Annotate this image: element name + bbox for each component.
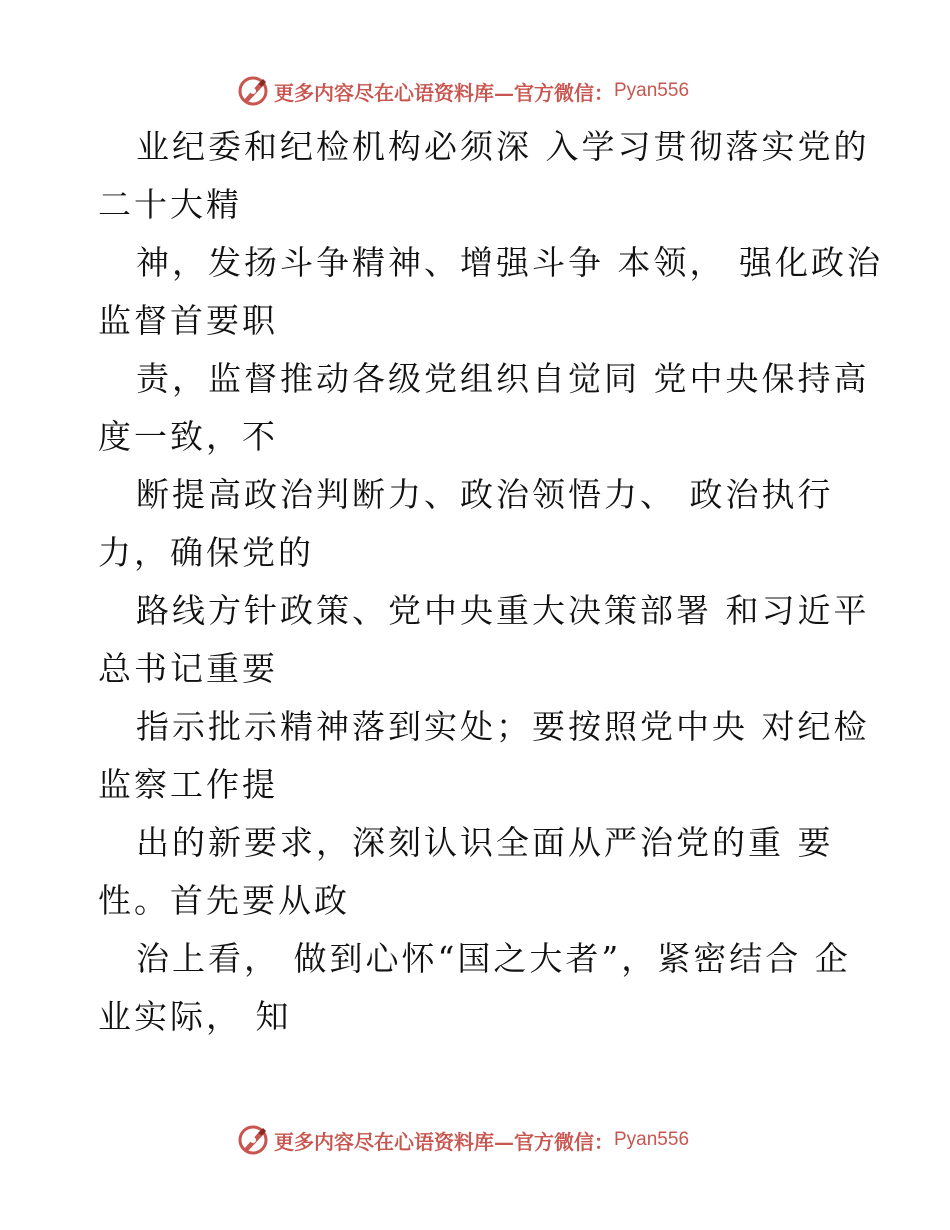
pen-logo-icon bbox=[236, 74, 270, 108]
footer-watermark-banner bbox=[236, 1123, 689, 1157]
body-line: 力，确保党的 bbox=[98, 533, 314, 572]
body-line: 监察工作提 bbox=[98, 765, 278, 804]
footer-banner-wechat-id: Pyan556 bbox=[614, 1129, 690, 1150]
document-body bbox=[98, 118, 883, 1046]
body-line: 出的新要求，深刻认识全面从严治党的重 要 bbox=[136, 823, 834, 862]
body-line: 二十大精 bbox=[98, 185, 242, 224]
body-line: 业实际， 知 bbox=[98, 997, 292, 1036]
header-banner-text: 更多内容尽在心语资料库—官方微信： bbox=[274, 80, 614, 105]
body-line: 总书记重要 bbox=[98, 649, 278, 688]
body-line: 监督首要职 bbox=[98, 301, 278, 340]
footer-banner-text: 更多内容尽在心语资料库—官方微信： bbox=[274, 1129, 614, 1154]
body-line: 指示批示精神落到实处；要按照党中央 对纪检 bbox=[136, 707, 870, 746]
body-line: 治上看， 做到心怀“国之大者”，紧密结合 企 bbox=[136, 939, 851, 978]
pen-logo-icon bbox=[236, 1123, 270, 1157]
header-watermark-banner bbox=[236, 74, 689, 108]
body-line: 责，监督推动各级党组织自觉同 党中央保持高 bbox=[136, 359, 870, 398]
body-line: 神，发扬斗争精神、增强斗争 本领， 强化政治 bbox=[136, 243, 883, 282]
body-line: 性。首先要从政 bbox=[98, 881, 350, 920]
body-line: 业纪委和纪检机构必须深 入学习贯彻落实党的 bbox=[136, 127, 870, 166]
body-line: 路线方针政策、党中央重大决策部署 和习近平 bbox=[136, 591, 870, 630]
body-line: 断提高政治判断力、政治领悟力、 政治执行 bbox=[136, 475, 834, 514]
header-banner-wechat-id: Pyan556 bbox=[614, 80, 690, 101]
body-line: 度一致，不 bbox=[98, 417, 278, 456]
